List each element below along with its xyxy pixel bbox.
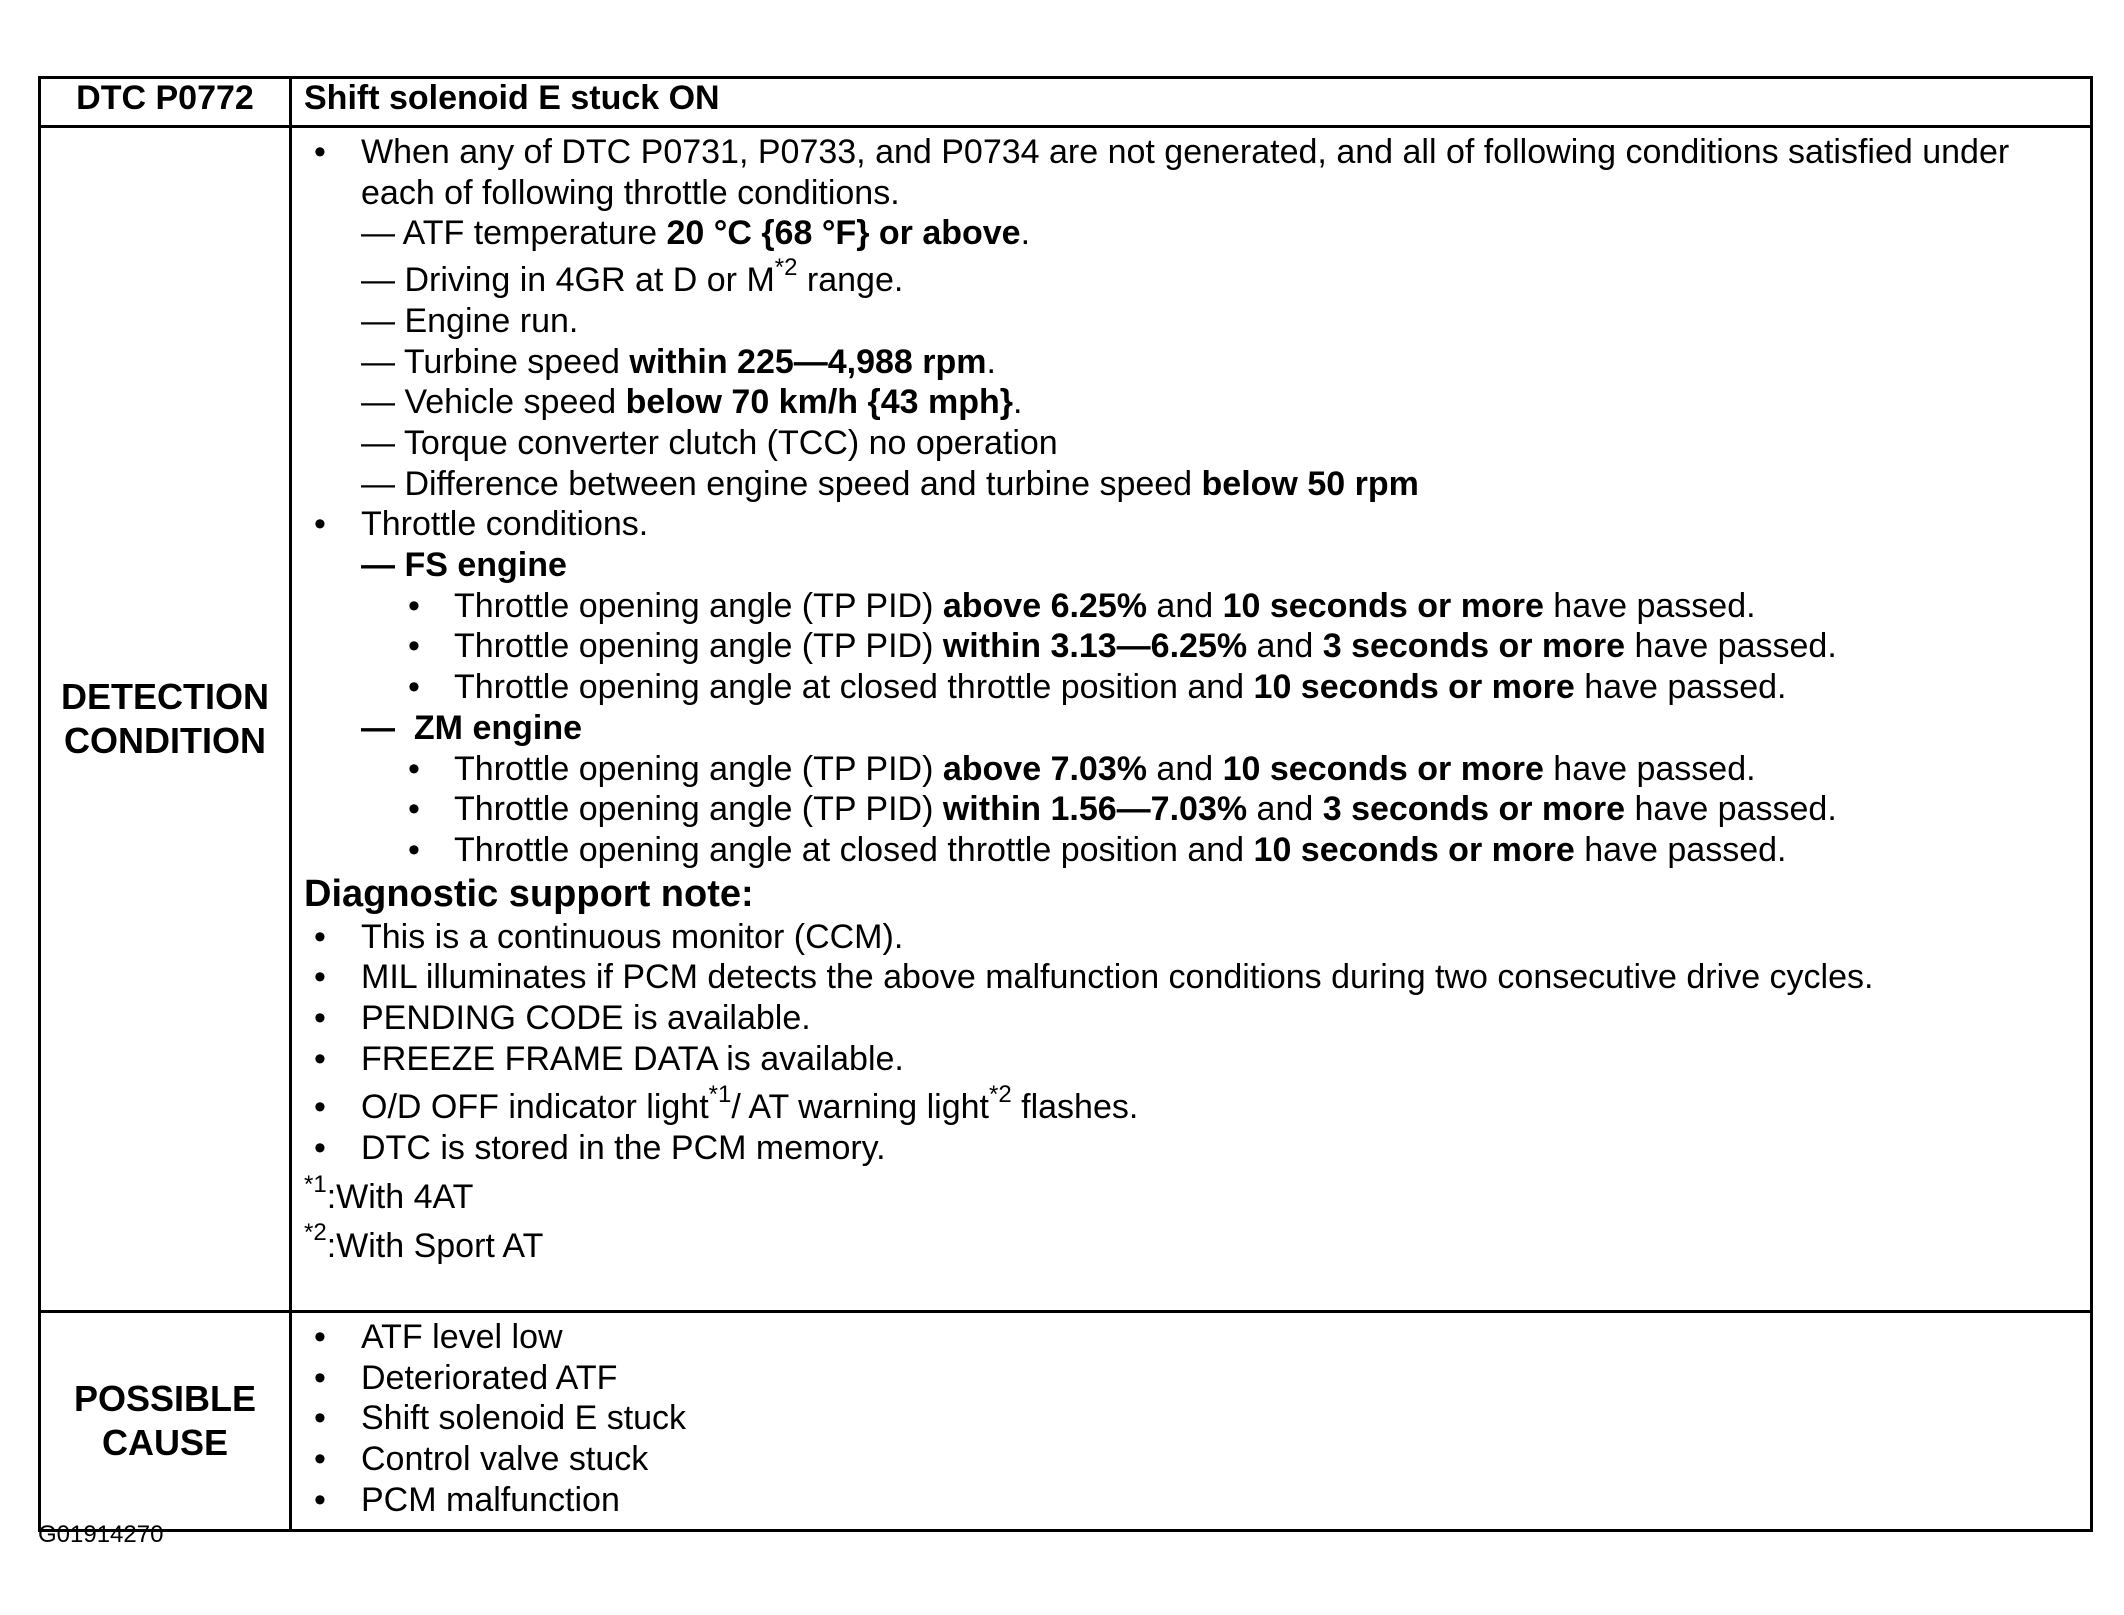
note-5-footnote-1: *1 [708,1081,732,1109]
fs-2-text: Throttle opening angle (TP PID) [454,627,943,666]
detection-label [40,127,291,1312]
fs-cond-1 [304,586,2078,627]
zm-3-text: Throttle opening angle at closed throttle position and [454,830,1254,869]
cond-tcc: — Torque converter clutch (TCC) no operation [361,423,1058,462]
throttle-heading: • Throttle conditions. [304,504,2078,545]
cause-label-line2: CAUSE [101,1422,229,1463]
cond-turbine-value: within 225—4,988 rpm [629,342,987,381]
cond-turbine [304,342,2078,383]
footnote-1-text: :With 4AT [326,1177,474,1216]
zm-1-and: and [1146,749,1223,788]
note-5-footnote-2: *2 [989,1081,1012,1109]
zm-2-and: and [1247,790,1323,829]
detection-intro: • When any of DTC P0731, P0733, and P0734 are not generated, and all of following conditions satisfied under each of following throttle conditions. [304,132,2078,213]
cause-label-line1: POSSIBLE [73,1378,257,1419]
footnote-2-mark: *2 [304,1219,327,1247]
footnote-1-mark: *1 [304,1170,327,1198]
fs-1-time: 10 seconds or more [1222,586,1544,625]
cond-vehicle [304,382,2078,423]
cond-drive-text: — Driving in 4GR at D or M [361,261,775,300]
zm-1-time: 10 seconds or more [1222,749,1544,788]
dtc-sheet [38,76,2093,1532]
note-item-5 [304,1081,2078,1128]
detection-body [291,127,2092,1312]
zm-2-text: Throttle opening angle (TP PID) [454,790,943,829]
cond-atf-end: . [1020,214,1031,253]
cond-drive-footnote-mark: *2 [774,253,798,281]
cond-turbine-end: . [986,342,996,381]
cause-item: • Control valve stuck [304,1439,2078,1480]
note-item-2: • MIL illuminates if PCM detects the above malfunction conditions during two consecutive drive cycles. [304,957,2078,998]
zm-3-time: 10 seconds or more [1253,830,1575,869]
footnote-2-text: :With Sport AT [326,1226,544,1265]
dtc-table [38,76,2093,1532]
zm-1-text: Throttle opening angle (TP PID) [454,749,943,788]
zm-2-end: have passed. [1625,790,1837,829]
dtc-title: Shift solenoid E stuck ON [291,78,2092,127]
zm-cond-1 [304,749,2078,790]
zm-cond-3 [304,830,2078,871]
note-item-6: • DTC is stored in the PCM memory. [304,1128,2078,1169]
diagnostic-note-heading: Diagnostic support note: [304,872,754,915]
cond-atf [304,213,2078,254]
note-item-1: • This is a continuous monitor (CCM). [304,917,2078,958]
fs-label: FS engine [404,546,567,585]
cause-label [40,1312,291,1531]
fs-engine-heading [304,545,2078,586]
zm-1-end: have passed. [1543,749,1756,788]
fs-1-text: Throttle opening angle (TP PID) [454,586,943,625]
note-item-3: • PENDING CODE is available. [304,998,2078,1039]
cond-atf-text: — ATF temperature [361,214,667,253]
fs-2-end: have passed. [1625,627,1837,666]
cause-body [291,1312,2092,1531]
cause-item: • Deteriorated ATF [304,1358,2078,1399]
cause-item: • Shift solenoid E stuck [304,1398,2078,1439]
cond-vehicle-value: below 70 km/h {43 mph} [625,383,1013,422]
zm-1-angle: above 7.03% [942,749,1147,788]
cause-row [40,1312,2092,1531]
cond-turbine-text: — Turbine speed [361,342,630,381]
footnote-1 [304,1170,2078,1218]
cause-item: • ATF level low [304,1317,2078,1358]
cond-vehicle-text: — Vehicle speed [361,383,626,422]
zm-2-time: 3 seconds or more [1322,790,1626,829]
fs-1-end: have passed. [1543,586,1756,625]
cond-diff-text: — Difference between engine speed and turbine speed [361,464,1202,503]
cond-atf-value: 20 °C {68 °F} or above [666,214,1021,253]
zm-engine-heading [304,708,2078,749]
fs-dash: — [361,546,405,585]
zm-dash: — [361,708,405,747]
note-5-part-b: / AT warning light [731,1088,989,1127]
header-row [40,78,2092,127]
note-item-4: • FREEZE FRAME DATA is available. [304,1039,2078,1080]
footnote-2 [304,1219,2078,1267]
zm-3-end: have passed. [1574,830,1787,869]
fs-2-angle: within 3.13—6.25% [942,627,1248,666]
cond-vehicle-end: . [1012,383,1023,422]
cond-diff-value: below 50 rpm [1201,464,1419,503]
detection-label-line2: CONDITION [64,720,266,761]
zm-label: ZM engine [413,708,583,747]
fs-2-and: and [1247,627,1323,666]
fs-3-time: 10 seconds or more [1253,668,1575,707]
fs-1-angle: above 6.25% [942,586,1147,625]
note-5-part-a: O/D OFF indicator light [361,1088,709,1127]
fs-3-end: have passed. [1574,668,1787,707]
detection-row [40,127,2092,1312]
note-5-part-c: flashes. [1011,1088,1139,1127]
fs-3-text: Throttle opening angle at closed throttle position and [454,668,1254,707]
cond-diff [304,464,2078,505]
fs-cond-2 [304,626,2078,667]
cond-engine: — Engine run. [361,301,579,340]
figure-id: G01914270 [38,1521,164,1548]
fs-2-time: 3 seconds or more [1322,627,1626,666]
zm-2-angle: within 1.56—7.03% [942,790,1248,829]
cause-item: • PCM malfunction [304,1480,2078,1521]
zm-cond-2 [304,789,2078,830]
cond-drive [304,253,2078,301]
cond-drive-end: range. [797,261,904,300]
fs-1-and: and [1146,586,1223,625]
dtc-code: DTC P0772 [40,78,291,127]
detection-label-line1: DETECTION [60,676,269,717]
fs-cond-3 [304,667,2078,708]
